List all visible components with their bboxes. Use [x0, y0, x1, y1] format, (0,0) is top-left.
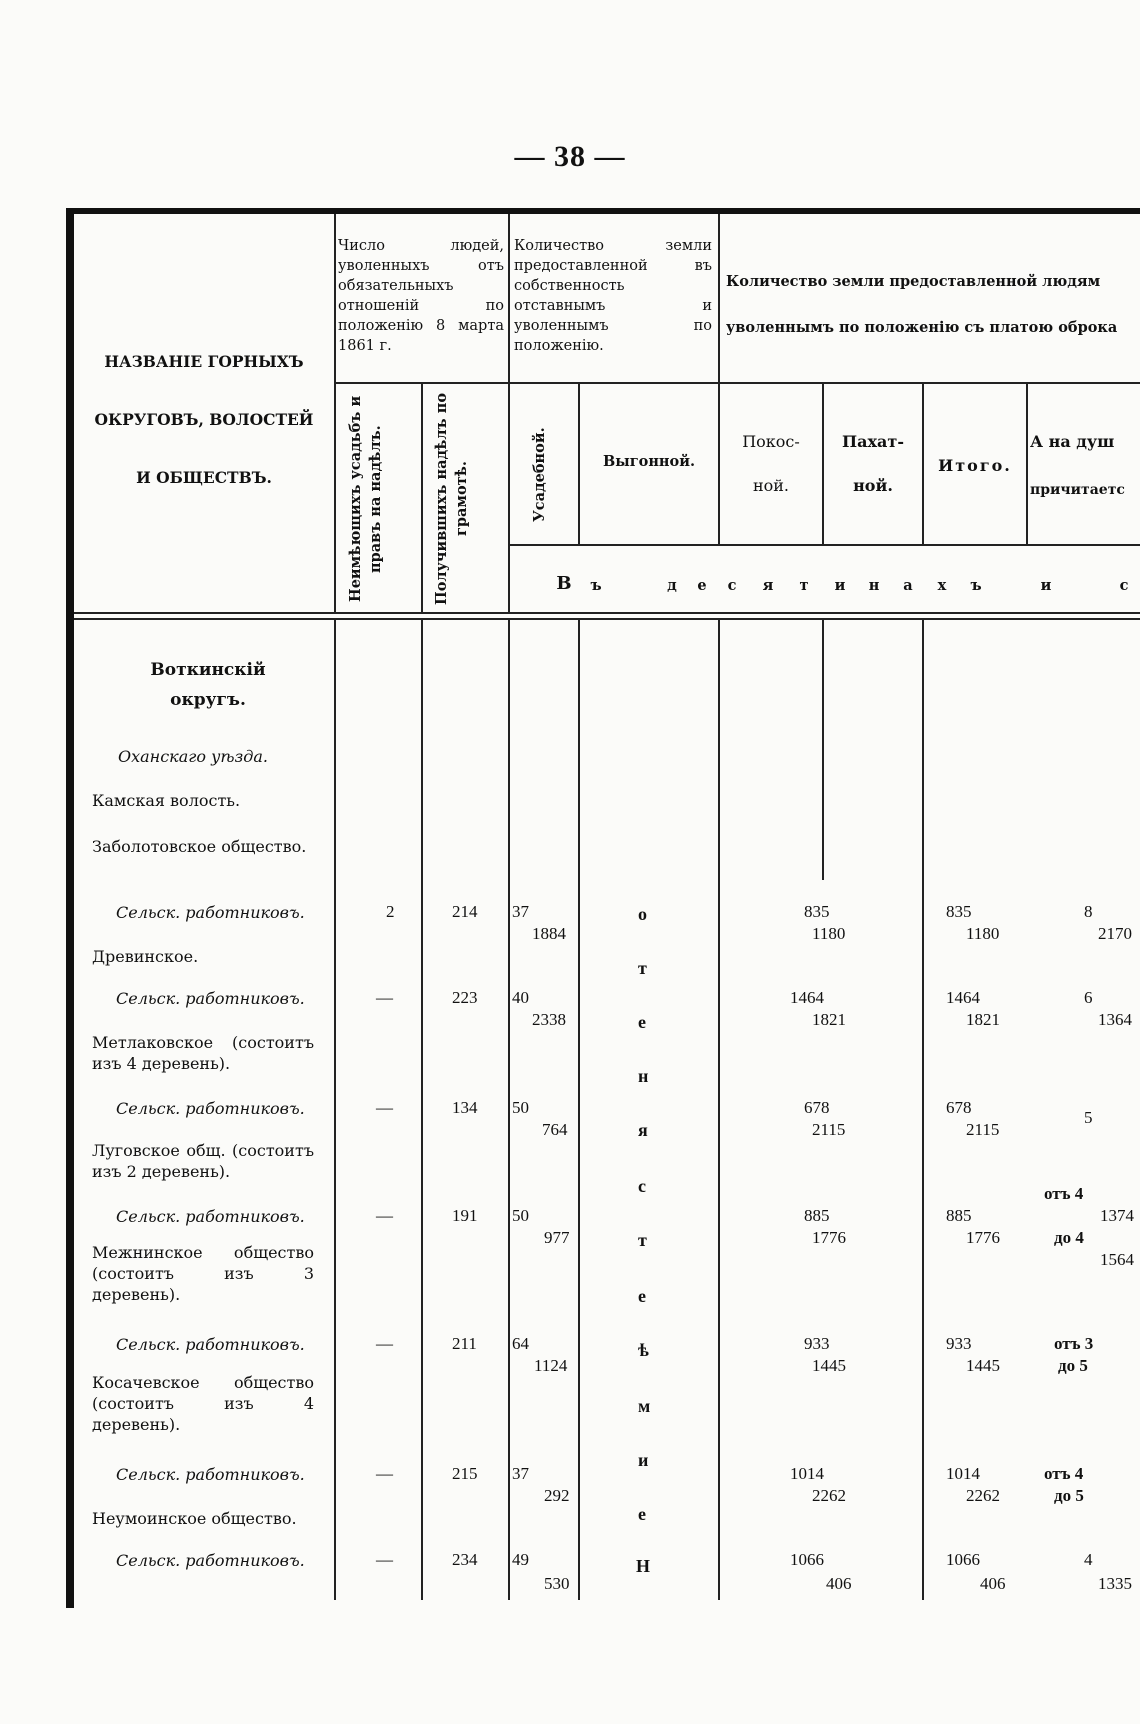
header-divider [421, 384, 423, 612]
vertical-note-letter: н [638, 1066, 649, 1086]
usadeb-value-1: 64 [512, 1334, 529, 1353]
header-pakhat-1: Пахат- [842, 432, 904, 451]
dushu-value-2: 1374 [1100, 1206, 1134, 1225]
dushu-value-2: 1364 [1098, 1010, 1132, 1029]
group-name: Сельск. работниковъ. [116, 1207, 305, 1226]
header-dushu-1: А на душ [1030, 432, 1115, 451]
header-divider [718, 214, 720, 544]
header-subrule [508, 544, 1140, 546]
uezd-name: Оханскаго уѣзда. [118, 747, 268, 766]
usadeb-value-2: 292 [544, 1486, 570, 1505]
itogo-value-2: 2115 [966, 1120, 1000, 1139]
no-estate-value: — [376, 1464, 393, 1483]
units-letter: и [834, 577, 846, 594]
itogo-value-2: 2262 [966, 1486, 1000, 1505]
society-name: Метлаковское (состоитъ изъ 4 деревень). [92, 1033, 314, 1073]
vertical-note-letter: ѣ [638, 1340, 649, 1360]
no-estate-value: — [376, 1098, 393, 1117]
society-name: Межнинское общество (состоитъ изъ 3 деревень). [92, 1243, 314, 1304]
dushu-value-2: 2170 [1098, 924, 1132, 943]
units-letter: ъ [970, 577, 982, 594]
vertical-note-letter: е [638, 1286, 646, 1306]
header-col-name-line2: ОКРУГОВЪ, ВОЛОСТЕЙ [94, 410, 314, 429]
dushu-value-1: 5 [1084, 1108, 1093, 1127]
society-name: Косачевское общество (состоитъ изъ 4 деревень). [92, 1373, 314, 1434]
header-itogo: Итого. [938, 456, 1012, 475]
society-name: Луговское общ. (состоитъ изъ 2 деревень). [92, 1141, 314, 1181]
vertical-note-letter: Н [636, 1556, 651, 1576]
usadeb-value-2: 2338 [532, 1010, 566, 1029]
charter-value: 211 [452, 1334, 477, 1353]
units-letter: х [937, 577, 947, 594]
vertical-note-letter: я [638, 1120, 648, 1140]
itogo-value-2: 1821 [966, 1010, 1000, 1029]
header-dushu-2: причитаетс [1030, 482, 1125, 498]
itogo-value-2: 1180 [966, 924, 1000, 943]
pakhat-value-1: 678 [804, 1098, 830, 1117]
usadeb-value-2: 977 [544, 1228, 570, 1247]
vertical-note-letter: т [638, 958, 647, 978]
pakhat-value-1: 1464 [790, 988, 824, 1007]
header-divider [578, 384, 580, 544]
pakhat-value-1: 1066 [790, 1550, 824, 1569]
usadeb-value-2: 1884 [532, 924, 566, 943]
body-divider [508, 620, 510, 1600]
itogo-value-1: 933 [946, 1334, 972, 1353]
usadeb-value-1: 50 [512, 1206, 529, 1225]
vertical-note-letter: м [638, 1396, 651, 1416]
itogo-value-1: 885 [946, 1206, 972, 1225]
itogo-value-1: 835 [946, 902, 972, 921]
pakhat-value-1: 885 [804, 1206, 830, 1225]
header-charter: Получившихъ надѣлъ по грамотѣ. [433, 393, 470, 606]
units-letter: а [903, 577, 913, 594]
itogo-value-1: 1066 [946, 1550, 980, 1569]
pakhat-value-2: 1180 [812, 924, 846, 943]
no-estate-value: — [376, 1334, 393, 1353]
society-name: Древинское. [92, 947, 199, 966]
body-divider [578, 620, 580, 1600]
charter-value: 234 [452, 1550, 478, 1569]
pakhat-value-1: 933 [804, 1334, 830, 1353]
vertical-note-letter: е [638, 1012, 646, 1032]
society-name: Заболотовское общество. [92, 837, 307, 856]
header-group-owned: Количество земли предоставленной въ собственность отставнымъ и уволеннымъ по положенію. [514, 238, 712, 354]
dushu-value-2: до 5 [1054, 1486, 1084, 1505]
body-divider [822, 620, 824, 880]
usadeb-value-1: 37 [512, 1464, 529, 1483]
dushu-value-1: отъ 4 [1044, 1464, 1084, 1483]
no-estate-value: — [376, 1550, 393, 1569]
no-estate-value: — [376, 1206, 393, 1225]
dushu-value-1: 4 [1084, 1550, 1093, 1569]
header-divider [508, 214, 510, 612]
header-pokos-1: Покос- [742, 432, 800, 451]
vertical-note-letter: с [638, 1176, 646, 1196]
header-group-obrok-line2: уволеннымъ по положенію съ платою оброка [726, 319, 1118, 336]
dushu-value-1: отъ 4 [1044, 1184, 1084, 1203]
header-vygon: Выгонной. [602, 453, 696, 470]
usadeb-value-1: 49 [512, 1550, 529, 1569]
usadeb-value-1: 50 [512, 1098, 529, 1117]
header-col-name-line3: И ОБЩЕСТВЪ. [136, 468, 272, 487]
units-letter: с [1119, 577, 1129, 594]
charter-value: 223 [452, 988, 478, 1007]
header-divider [334, 214, 336, 612]
group-name: Сельск. работниковъ. [116, 1099, 305, 1118]
vertical-note-letter: т [638, 1230, 647, 1250]
vertical-note-letter: и [638, 1450, 649, 1470]
vertical-note-letter: о [638, 904, 647, 924]
units-letter: т [799, 577, 809, 594]
usadeb-value-2: 530 [544, 1574, 570, 1593]
dushu-value-4: 1564 [1100, 1250, 1134, 1269]
charter-value: 215 [452, 1464, 478, 1483]
body-divider [334, 620, 336, 1600]
units-letter: В [556, 573, 572, 594]
no-estate-value: 2 [386, 902, 395, 921]
header-subrule [334, 382, 1140, 384]
dushu-value-1: отъ 3 [1054, 1334, 1094, 1353]
usadeb-value-1: 37 [512, 902, 529, 921]
units-letter: с [727, 577, 737, 594]
units-letter: д [667, 577, 677, 594]
table-left-rule [66, 208, 74, 1608]
pakhat-value-2: 1445 [812, 1356, 846, 1375]
header-usadeb: Усадебной. [531, 427, 548, 523]
header-divider [1026, 384, 1028, 544]
header-divider [922, 384, 924, 544]
pakhat-value-2: 1776 [812, 1228, 846, 1247]
header-bottom-rule-2 [74, 618, 1140, 620]
table-top-rule [66, 208, 1140, 214]
group-name: Сельск. работниковъ. [116, 1465, 305, 1484]
itogo-value-1: 678 [946, 1098, 972, 1117]
itogo-value-2: 1776 [966, 1228, 1000, 1247]
units-letter: и [1040, 577, 1052, 594]
volost-name: Камская волость. [92, 791, 241, 810]
units-letter: ъ [590, 577, 602, 594]
charter-value: 214 [452, 902, 478, 921]
body-divider [421, 620, 423, 1600]
header-col-name-line1: НАЗВАНІЕ ГОРНЫХЪ [104, 352, 304, 371]
itogo-value-1: 1014 [946, 1464, 980, 1483]
itogo-value-2: 406 [980, 1574, 1006, 1593]
header-bottom-rule [74, 612, 1140, 614]
pakhat-value-1: 1014 [790, 1464, 824, 1483]
group-name: Сельск. работниковъ. [116, 1335, 305, 1354]
society-name: Неумоинское общество. [92, 1509, 297, 1528]
usadeb-value-2: 1124 [534, 1356, 568, 1375]
dushu-value-2: до 5 [1058, 1356, 1088, 1375]
page-number: — 38 — [514, 140, 626, 173]
body-divider [922, 620, 924, 1600]
header-no-estate: Неимѣющихъ усадьбъ и правъ на надѣлъ. [347, 395, 384, 603]
no-estate-value: — [376, 988, 393, 1007]
pakhat-value-2: 406 [826, 1574, 852, 1593]
header-group-people: Число людей, уволенныхъ отъ обязательныхъ отношеній по положенію 8 марта 1861 г. [338, 238, 504, 354]
charter-value: 134 [452, 1098, 478, 1117]
dushu-value-1: 6 [1084, 988, 1093, 1007]
dushu-value-2: 1335 [1098, 1574, 1132, 1593]
units-letter: я [762, 577, 774, 594]
pakhat-value-1: 835 [804, 902, 830, 921]
header-pokos-2: ной. [752, 476, 790, 495]
pakhat-value-2: 2262 [812, 1486, 846, 1505]
district-name-2: округъ. [170, 690, 246, 710]
group-name: Сельск. работниковъ. [116, 903, 305, 922]
header-group-obrok-line1: Количество земли предоставленной людям [726, 273, 1101, 290]
usadeb-value-1: 40 [512, 988, 529, 1007]
vertical-note-letter: е [638, 1504, 646, 1524]
itogo-value-2: 1445 [966, 1356, 1000, 1375]
usadeb-value-2: 764 [542, 1120, 568, 1139]
pakhat-value-2: 1821 [812, 1010, 846, 1029]
pakhat-value-2: 2115 [812, 1120, 846, 1139]
dushu-value-3: до 4 [1054, 1228, 1084, 1247]
itogo-value-1: 1464 [946, 988, 980, 1007]
header-pakhat-2: ной. [853, 476, 893, 495]
units-letter: е [697, 577, 707, 594]
group-name: Сельск. работниковъ. [116, 989, 305, 1008]
body-divider [718, 620, 720, 1600]
dushu-value-1: 8 [1084, 902, 1093, 921]
district-name-1: Воткинскій [150, 660, 266, 680]
header-divider [822, 384, 824, 544]
units-letter: н [868, 577, 880, 594]
group-name: Сельск. работниковъ. [116, 1551, 305, 1570]
charter-value: 191 [452, 1206, 478, 1225]
